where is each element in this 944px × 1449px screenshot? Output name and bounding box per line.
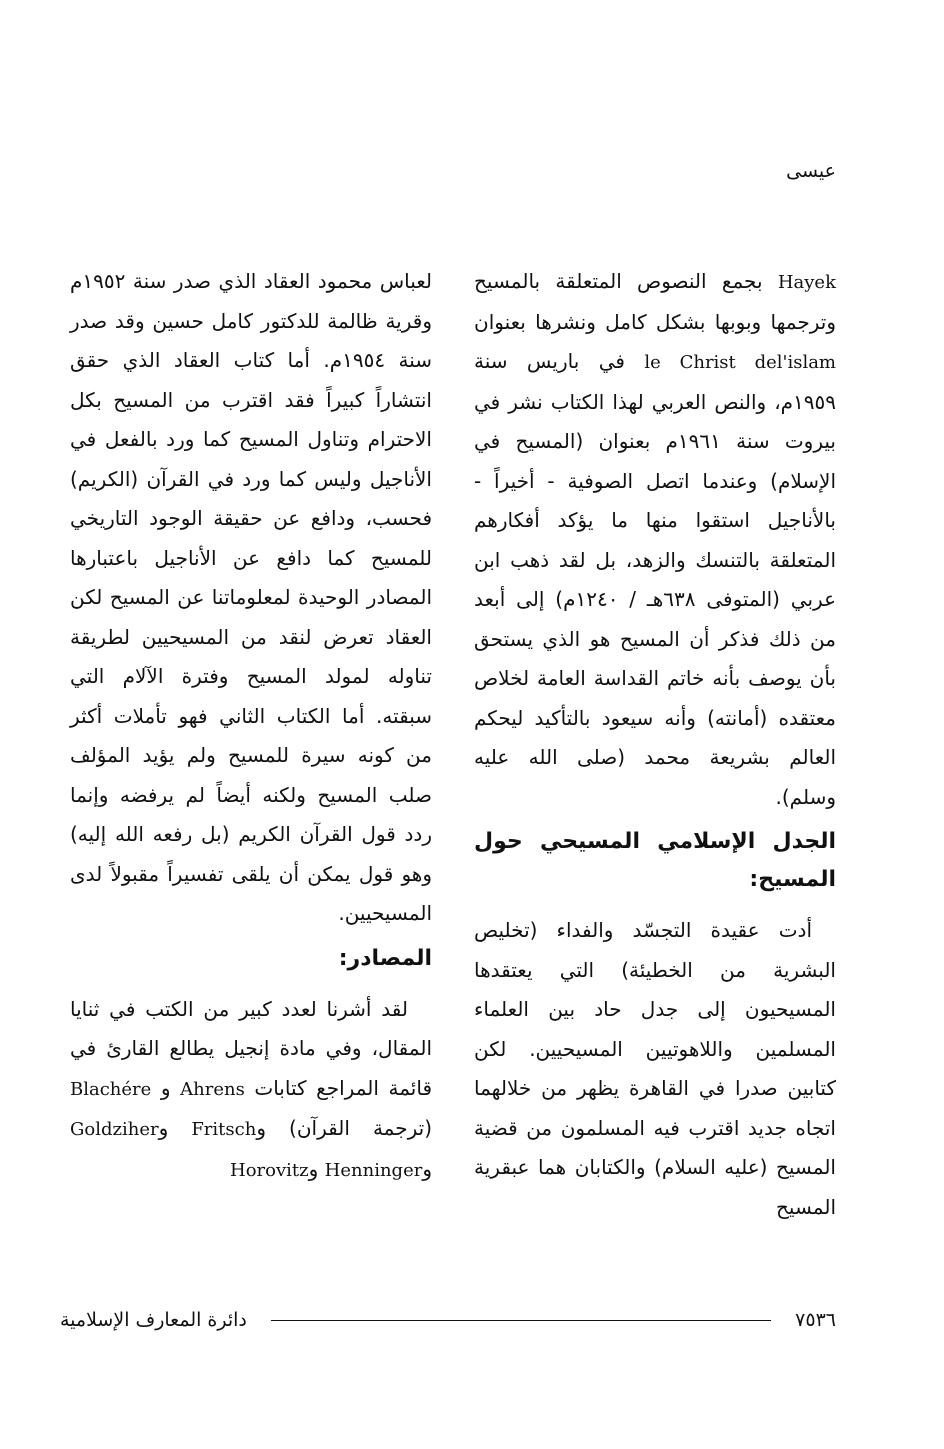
text-run: و xyxy=(422,1156,432,1181)
page-footer xyxy=(60,1300,836,1340)
text-run: في باريس سنة ١٩٥٩م، والنص العربي لهذا الكتاب نشر في بيروت سنة ١٩٦١م بعنوان (المسيح في الإسلام) وعندما اتصل الصوفية - أخيراً - بالأناجيل استقوا منها ما يؤكد أفكارهم المتعلقة بالتنسك والزهد، بل لقد ذهب ابن عربي (المتوفى ٦٣٨هـ / ١٢٤٠م) إلى أبعد من ذلك فذكر أن المسيح هو الذي يستحق بأن يوصف بأنه خاتم القداسة العامة لخلاص معتقده (أمانته) وأنه سيعود بالتأكيد ليحكم العالم بشريعة محمد (صلى الله عليه وسلم). xyxy=(474,349,836,809)
text-run: بجمع النصوص المتعلقة بالمسيح وترجمها وبوبها بشكل كامل ونشرها بعنوان xyxy=(474,269,836,334)
latin-term: Fritsch xyxy=(191,1119,257,1140)
latin-term: Goldziher xyxy=(70,1119,159,1140)
right-column xyxy=(474,262,836,1227)
left-paragraph-2 xyxy=(70,990,432,1191)
right-paragraph-2: أدت عقيدة التجسّد والفداء (تخليص البشرية من الخطيئة) التي يعتقدها المسيحيون إلى جدل حاد بين العلماء المسلمين واللاهوتيين المسيحيين. لكن كتابين صدرا في القاهرة يظهر من خلالهما اتجاه جديد اقترب فيه المسلمون من قضية المسيح (عليه السلام) والكتابان هما عبقرية المسيح xyxy=(474,918,836,1219)
section-heading-debate: الجدل الإسلامي المسيحي حول المسيح: xyxy=(474,829,836,892)
left-paragraph-1: لعباس محمود العقاد الذي صدر سنة ١٩٥٢م وقرية ظالمة للدكتور كامل حسين وقد صدر سنة ١٩٥٤م. أما كتاب العقاد الذي حقق انتشاراً كبيراً فقد اقترب من المسيح بكل الاحترام وتناول المسيح كما ورد بالفعل في الأناجيل وليس كما ورد في القرآن (الكريم) فحسب، ودافع عن حقيقة الوجود التاريخي للمسيح كما دافع عن الأناجيل باعتبارها المصادر الوحيدة لمعلوماتنا عن المسيح لكن العقاد تعرض لنقد من المسيحيين لطريقة تناوله لمولد المسيح وفترة الآلام التي سبقته. أما الكتاب الثاني فهو تأملات أكثر من كونه سيرة للمسيح ولم يؤيد المؤلف صلب المسيح ولكنه أيضاً لم يرفضه وإنما ردد قول القرآن الكريم (بل رفعه الله إليه) وهو قول يمكن أن يلقى تفسيراً مقبولاً لدى المسيحيين. xyxy=(70,269,433,925)
right-paragraph-1 xyxy=(474,262,836,817)
latin-term: Horovitz xyxy=(230,1159,309,1181)
left-column xyxy=(70,262,432,1190)
publication-title: دائرة المعارف الإسلامية xyxy=(60,1309,247,1331)
section-heading-sources: المصادر: xyxy=(338,945,432,971)
running-title: عيسى xyxy=(786,160,836,182)
page-number: ٧٥٣٦ xyxy=(795,1309,836,1331)
text-run: و xyxy=(151,1075,181,1100)
latin-term: Ahrens xyxy=(180,1078,245,1100)
latin-term: Blachére xyxy=(70,1078,152,1100)
text-run: (ترجمة القرآن) و xyxy=(256,1116,432,1140)
latin-term: Hayek xyxy=(777,272,836,293)
text-run: لقد أشرنا لعدد كبير من الكتب في ثنايا المقال، وفي مادة إنجيل يطالع القارئ في قائمة المراجع كتابات xyxy=(70,996,432,1100)
footer-rule xyxy=(271,1320,771,1321)
latin-term: le Christ del'islam xyxy=(644,352,836,373)
text-run: و xyxy=(158,1116,192,1140)
latin-term: Henninger xyxy=(324,1159,423,1181)
text-run: و xyxy=(308,1156,325,1181)
